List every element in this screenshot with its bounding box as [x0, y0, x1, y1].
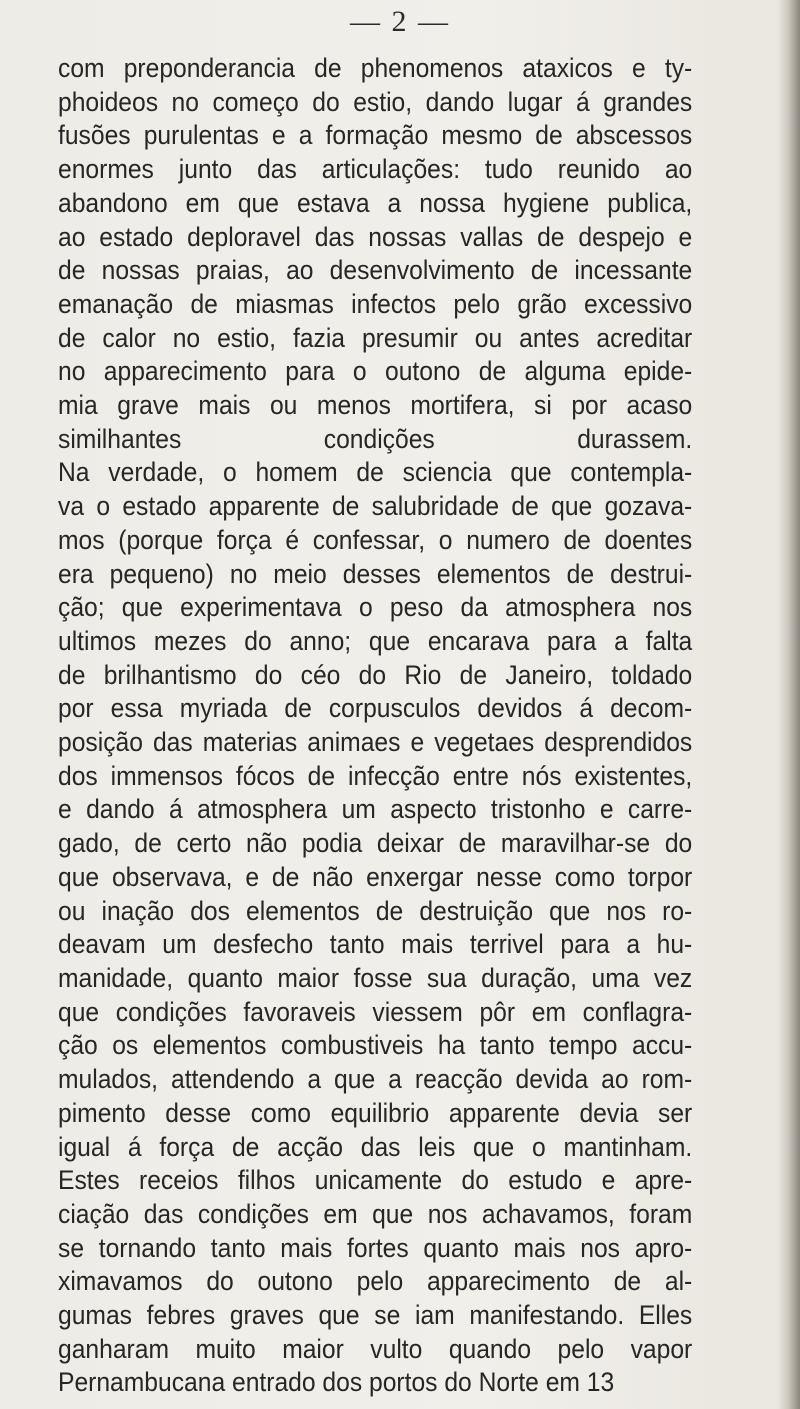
text-line: ao estado deploravel das nossas vallas de despejo e: [58, 221, 693, 252]
text-line: de calor no estio, fazia presumir ou antes acreditar: [58, 322, 693, 353]
page-binding-shadow: [778, 0, 800, 1409]
text-line: gumas febres graves que se iam manifestando. Elles: [58, 1300, 693, 1331]
text-line: que observava, e de não enxergar nesse como torpor: [58, 861, 693, 892]
text-line: phoideos no começo do estio, dando lugar á grandes: [58, 86, 693, 117]
text-line: era pequeno) no meio desses elementos de destrui-: [58, 558, 693, 589]
text-line: deavam um desfecho tanto mais terrivel para a hu-: [58, 929, 693, 960]
text-line: por essa myriada de corpusculos devidos á decom-: [58, 693, 693, 724]
paragraph-1: [58, 52, 692, 456]
text-line: posição das materias animaes e vegetaes desprendidos: [58, 727, 693, 758]
text-line: ciação das condições em que nos achavamos, foram: [58, 1198, 693, 1229]
paragraph-3: [58, 1164, 692, 1400]
text-line: no apparecimento para o outono de alguma epide-: [58, 356, 693, 387]
text-line: igual á força de acção das leis que o mantinham.: [58, 1131, 693, 1162]
text-line: emanação de miasmas infectos pelo grão excessivo: [58, 288, 693, 319]
text-line: similhantes condições durassem.: [58, 423, 693, 454]
text-line: que condições favoraveis viessem pôr em conflagra-: [58, 996, 693, 1027]
text-line: de nossas praias, ao desenvolvimento de incessante: [58, 255, 693, 286]
text-line: dos immensos fócos de infecção entre nós existentes,: [58, 760, 693, 791]
text-line: Pernambucana entrado dos portos do Norte em 13: [58, 1367, 615, 1398]
text-line: ganharam muito maior vulto quando pelo vapor: [58, 1333, 693, 1364]
text-line: ção os elementos combustiveis ha tanto tempo accu-: [58, 1030, 693, 1061]
body-text: [58, 52, 692, 1400]
text-line: pimento desse como equilibrio apparente devia ser: [58, 1097, 693, 1128]
text-line: gado, de certo não podia deixar de maravilhar-se do: [58, 828, 693, 859]
paragraph-2: [58, 456, 692, 1164]
text-line: e dando á atmosphera um aspecto tristonho e carre-: [58, 794, 693, 825]
text-line: ximavamos do outono pelo apparecimento de al-: [58, 1266, 693, 1297]
text-line: fusões purulentas e a formação mesmo de abscessos: [58, 120, 693, 151]
text-line: manidade, quanto maior fosse sua duração, uma vez: [58, 962, 693, 993]
page-number: — 2 —: [350, 5, 450, 38]
text-line: mos (porque força é confessar, o numero de doentes: [58, 524, 693, 555]
text-line: ção; que experimentava o peso da atmosphera nos: [58, 592, 693, 623]
text-line: enormes junto das articulações: tudo reunido ao: [58, 154, 693, 185]
text-line: mia grave mais ou menos mortifera, si por acaso: [58, 390, 693, 421]
text-line: com preponderancia de phenomenos ataxicos e ty-: [58, 53, 693, 83]
text-line: abandono em que estava a nossa hygiene publica,: [58, 187, 693, 218]
text-line: ou inação dos elementos de destruição que nos ro-: [58, 895, 693, 926]
text-line: de brilhantismo do céo do Rio de Janeiro, toldado: [58, 659, 693, 690]
text-line: va o estado apparente de salubridade de que gozava-: [58, 491, 693, 522]
text-line: Estes receios filhos unicamente do estudo e apre-: [58, 1165, 693, 1196]
text-line: Na verdade, o homem de sciencia que contempla-: [58, 457, 693, 488]
text-line: se tornando tanto mais fortes quanto mais nos apro-: [58, 1232, 693, 1263]
text-line: mulados, attendendo a que a reacção devida ao rom-: [58, 1064, 693, 1095]
text-line: ultimos mezes do anno; que encarava para a falta: [58, 625, 693, 656]
